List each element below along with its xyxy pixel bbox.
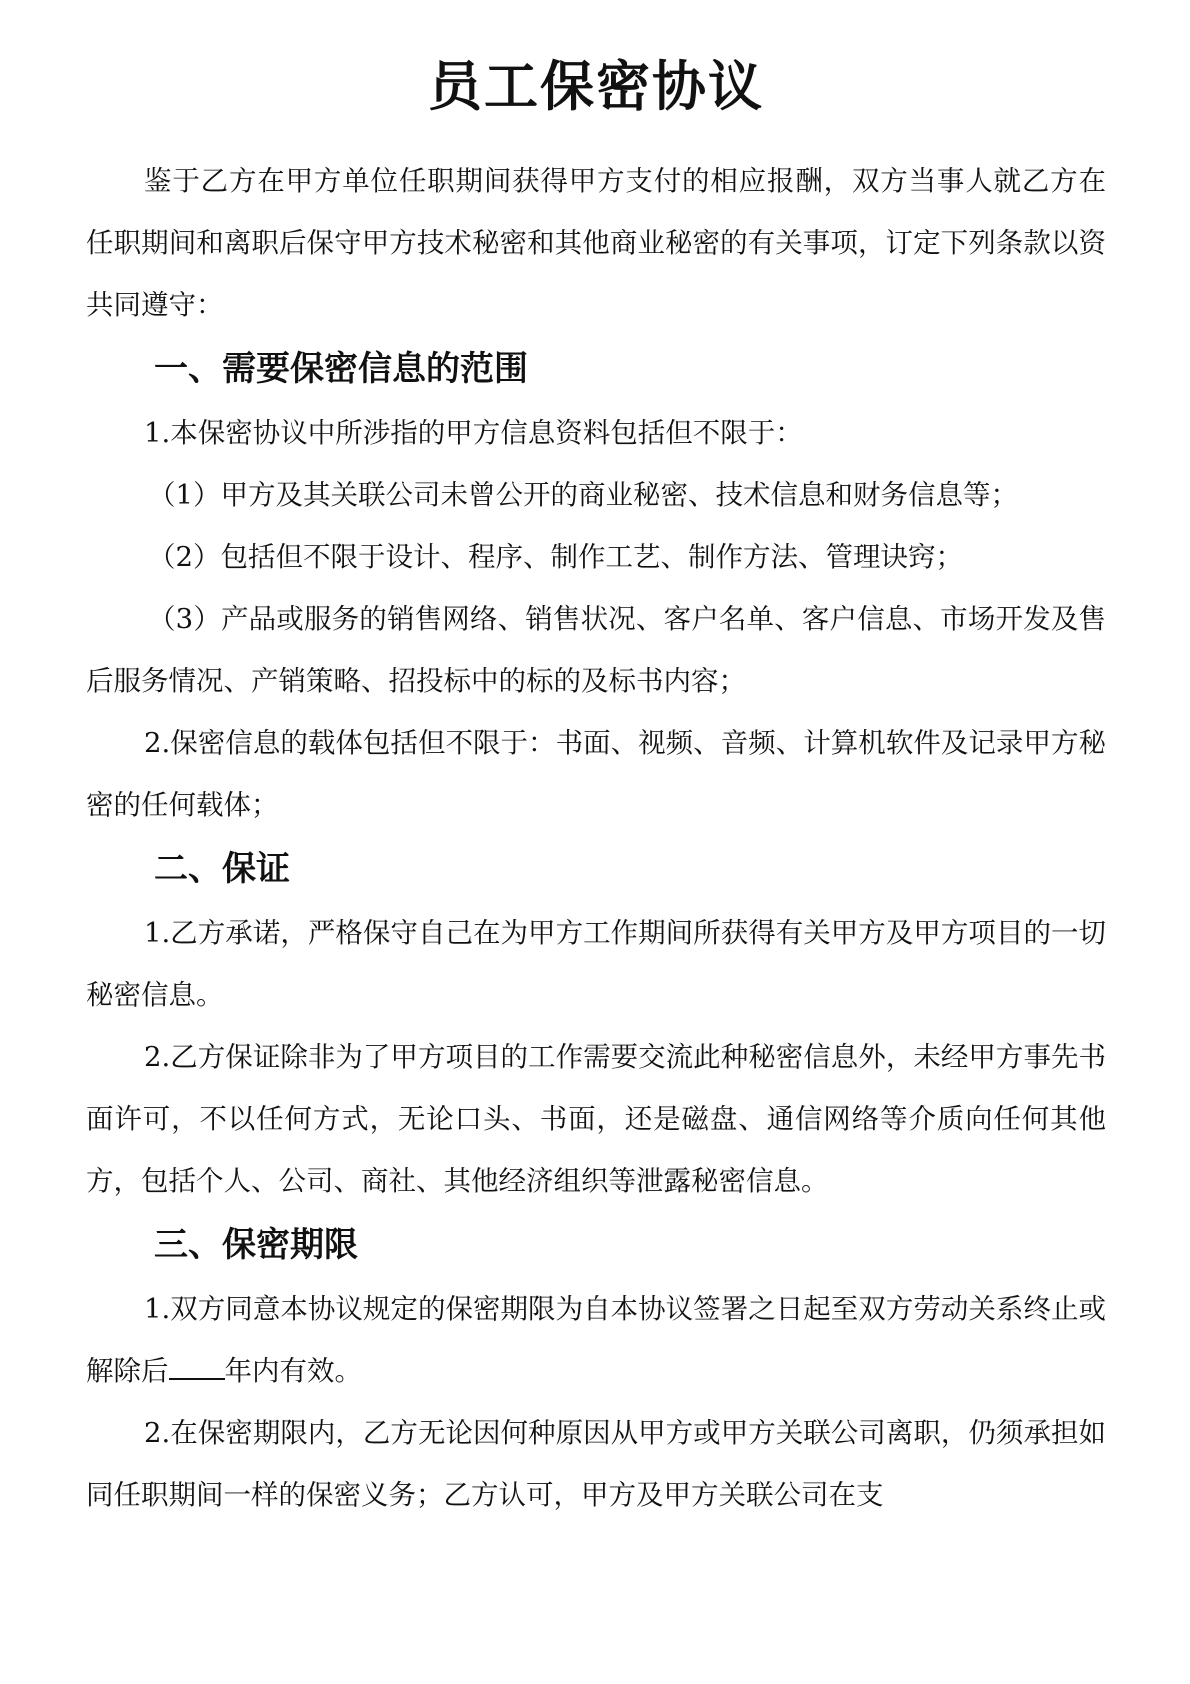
intro-paragraph: 鉴于乙方在甲方单位任职期间获得甲方支付的相应报酬，双方当事人就乙方在任职期间和离职后保守甲方技术秘密和其他商业秘密的有关事项，订定下列条款以资共同遵守： (86, 165, 1106, 321)
section-1-item-2: 2.保密信息的载体包括但不限于：书面、视频、音频、计算机软件及记录甲方秘密的任何载体； (86, 727, 1106, 821)
section-1-sub-2: （2）包括但不限于设计、程序、制作工艺、制作方法、管理诀窍； (148, 541, 963, 573)
section-2-item-1: 1.乙方承诺，严格保守自己在为甲方工作期间所获得有关甲方及甲方项目的一切秘密信息。 (86, 917, 1106, 1011)
section-3-heading: 三、保密期限 (154, 1225, 358, 1265)
section-1-heading: 一、需要保密信息的范围 (154, 349, 528, 389)
section-3-item-1-text-after: 年内有效。 (224, 1355, 362, 1387)
section-3-item-1-text-before: 1.双方同意本协议规定的保密期限为自本协议签署之日起至双方劳动关系终止或解除后 (86, 1293, 1106, 1387)
section-1-item-1: 1.本保密协议中所涉指的甲方信息资料包括但不限于： (144, 417, 803, 449)
years-blank-field (169, 1354, 225, 1380)
section-1-sub-1: （1）甲方及其关联公司未曾公开的商业秘密、技术信息和财务信息等； (148, 479, 1018, 511)
section-3-item-2: 2.在保密期限内，乙方无论因何种原因从甲方或甲方关联公司离职，仍须承担如同任职期间一样的保密义务；乙方认可，甲方及甲方关联公司在支 (86, 1417, 1106, 1511)
section-2-item-2: 2.乙方保证除非为了甲方项目的工作需要交流此种秘密信息外，未经甲方事先书面许可，不以任何方式，无论口头、书面，还是磁盘、通信网络等介质向任何其他方，包括个人、公司、商社、其他经济组织等泄露秘密信息。 (86, 1041, 1106, 1197)
section-3-item-1 (86, 1278, 1106, 1402)
section-1-sub-3: （3）产品或服务的销售网络、销售状况、客户名单、客户信息、市场开发及售后服务情况、产销策略、招投标中的标的及标书内容； (86, 603, 1106, 697)
section-2-heading: 二、保证 (154, 849, 290, 889)
document-title: 员工保密协议 (428, 55, 764, 118)
